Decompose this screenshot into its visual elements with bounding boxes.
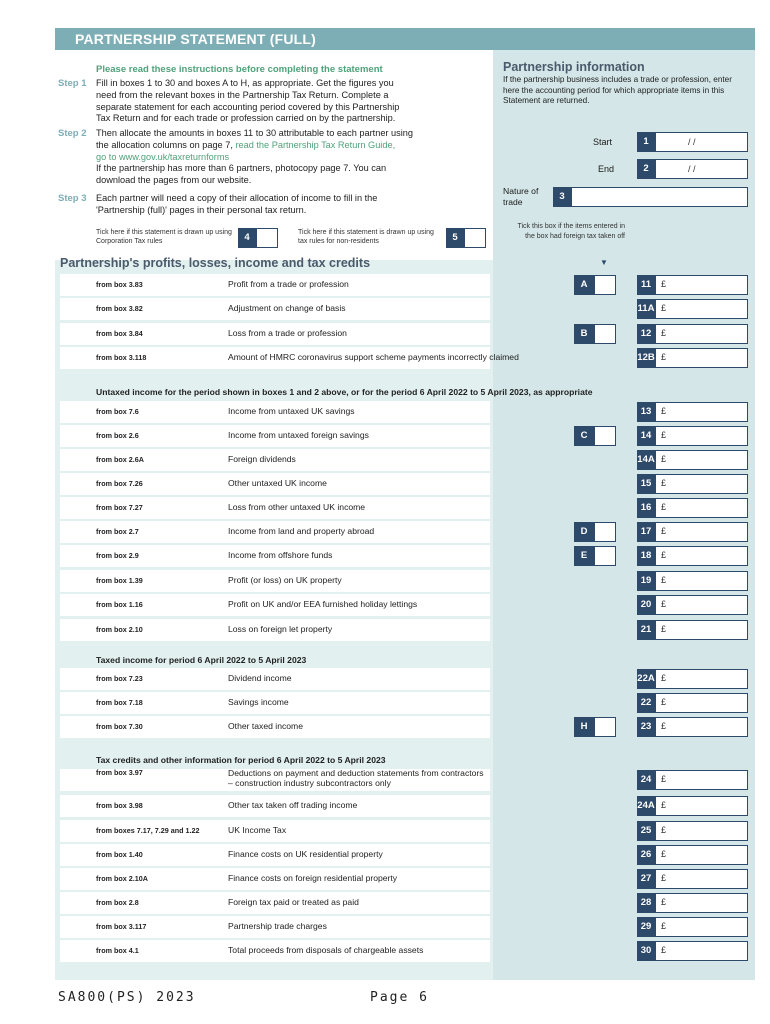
row-description: Income from untaxed foreign savings — [228, 430, 369, 440]
box-5-tickbox[interactable] — [464, 228, 486, 248]
box-4-number: 4 — [238, 228, 256, 248]
untaxed-income-heading: Untaxed income for the period shown in boxes 1 and 2 above, or for the period 6 April 2022 to 5 April 2023, as appropriate — [96, 387, 593, 397]
instructions-heading: Please read these instructions before completing the statement — [96, 64, 383, 75]
row-description: Income from offshore funds — [228, 550, 333, 560]
source-box-ref: from box 7.18 — [96, 698, 143, 707]
box-22a-amount-input[interactable]: £ — [655, 669, 748, 689]
box-14a-amount-input[interactable]: £ — [655, 450, 748, 470]
source-box-ref: from box 1.16 — [96, 600, 143, 609]
source-box-ref: from box 7.26 — [96, 479, 143, 488]
source-box-ref: from box 3.84 — [96, 329, 143, 338]
tax-credits-heading: Tax credits and other information for period 6 April 2022 to 5 April 2023 — [96, 755, 386, 765]
foreign-tax-box-e-tickbox[interactable] — [594, 546, 616, 566]
source-box-ref: from box 2.6 — [96, 431, 139, 440]
box-13-amount-input[interactable]: £ — [655, 402, 748, 422]
box-29-amount-input[interactable]: £ — [655, 917, 748, 937]
foreign-tax-box-e-label: E — [574, 546, 594, 566]
box-24-amount-input[interactable]: £ — [655, 770, 748, 790]
box-21-number: 21 — [637, 620, 655, 640]
box-22a-number: 22A — [637, 669, 655, 689]
guide-link[interactable]: read the Partnership Tax Return Guide, — [235, 139, 396, 150]
nature-of-trade-input[interactable] — [571, 187, 748, 207]
box-22-amount-input[interactable]: £ — [655, 693, 748, 713]
tick-5-label: Tick here if this statement is drawn up using tax rules for non-residents — [298, 229, 434, 245]
foreign-tax-box-b-tickbox[interactable] — [594, 324, 616, 344]
row-description: Dividend income — [228, 673, 292, 683]
source-box-ref: from boxes 7.17, 7.29 and 1.22 — [96, 826, 200, 835]
source-box-ref: from box 2.6A — [96, 455, 144, 464]
box-16-number: 16 — [637, 498, 655, 518]
box-14-amount-input[interactable]: £ — [655, 426, 748, 446]
source-box-ref: from box 2.10A — [96, 874, 148, 883]
box-16-amount-input[interactable]: £ — [655, 498, 748, 518]
box-18-amount-input[interactable]: £ — [655, 546, 748, 566]
tick-4-label: Tick here if this statement is drawn up using Corporation Tax rules — [96, 229, 232, 245]
source-box-ref: from box 1.39 — [96, 576, 143, 585]
box-30-number: 30 — [637, 941, 655, 961]
box-11a-number: 11A — [637, 299, 655, 319]
page-number: Page 6 — [370, 990, 429, 1005]
row-description: Other untaxed UK income — [228, 478, 327, 488]
box-19-amount-input[interactable]: £ — [655, 571, 748, 591]
form-code: SA800(PS) 2023 — [58, 990, 196, 1005]
box-3-number: 3 — [553, 187, 571, 207]
row-description-cont: – construction industry subcontractors only — [228, 778, 391, 788]
row-description: Other tax taken off trading income — [228, 800, 358, 810]
row-description: Loss from a trade or profession — [228, 328, 347, 338]
source-box-ref: from box 7.27 — [96, 503, 143, 512]
taxreturnforms-link[interactable]: go to www.gov.uk/taxreturnforms — [96, 151, 230, 162]
row-description: Partnership trade charges — [228, 921, 327, 931]
box-24-number: 24 — [637, 770, 655, 790]
box-4-tickbox[interactable] — [256, 228, 278, 248]
box-22-number: 22 — [637, 693, 655, 713]
row-description: UK Income Tax — [228, 825, 287, 835]
start-label: Start — [593, 137, 613, 147]
step-2-line: download the pages from our website. — [96, 175, 252, 186]
box-1-number: 1 — [637, 132, 655, 152]
row-description: Savings income — [228, 697, 289, 707]
box-12-amount-input[interactable]: £ — [655, 324, 748, 344]
row-description: Foreign tax paid or treated as paid — [228, 897, 359, 907]
foreign-tax-tick-note: Tick this box if the items entered in the box had foreign tax taken off — [517, 223, 625, 240]
row-description: Amount of HMRC coronavirus support scheme payments incorrectly claimed — [228, 352, 519, 362]
box-15-amount-input[interactable]: £ — [655, 474, 748, 494]
foreign-tax-box-h-label: H — [574, 717, 594, 737]
box-27-amount-input[interactable]: £ — [655, 869, 748, 889]
source-box-ref: from box 2.8 — [96, 898, 139, 907]
source-box-ref: from box 3.97 — [96, 768, 143, 777]
box-28-number: 28 — [637, 893, 655, 913]
step-3-line: 'Partnership (full)' pages in their personal tax return. — [96, 204, 307, 215]
box-24a-number: 24A — [637, 796, 655, 816]
end-date-input[interactable]: / / — [655, 159, 748, 179]
step-2-line: If the partnership has more than 6 partners, photocopy page 7. You can — [96, 163, 387, 174]
row-description: Profit from a trade or profession — [228, 279, 349, 289]
step-2-line — [96, 140, 491, 152]
source-box-ref: from box 2.9 — [96, 551, 139, 560]
step-1-line: Tax Return and for each trade or profession carried on by the partnership. — [96, 113, 396, 124]
box-19-number: 19 — [637, 571, 655, 591]
foreign-tax-box-c-label: C — [574, 426, 594, 446]
box-21-amount-input[interactable]: £ — [655, 620, 748, 640]
row-description: Profit (or loss) on UK property — [228, 575, 342, 585]
info-text: If the partnership business includes a trade or profession, enter here the accounting period for which appropriate items in this Statement are returned. — [503, 75, 732, 105]
box-14a-number: 14A — [637, 450, 655, 470]
info-title: Partnership information — [503, 60, 645, 74]
row-description: Finance costs on UK residential property — [228, 849, 383, 859]
foreign-tax-box-d-tickbox[interactable] — [594, 522, 616, 542]
source-box-ref: from box 3.98 — [96, 801, 143, 810]
box-5-number: 5 — [446, 228, 464, 248]
box-23-amount-input[interactable]: £ — [655, 717, 748, 737]
box-18-number: 18 — [637, 546, 655, 566]
step-2-text — [96, 128, 491, 187]
source-box-ref: from box 7.23 — [96, 674, 143, 683]
box-11-number: 11 — [637, 275, 655, 295]
box-17-amount-input[interactable]: £ — [655, 522, 748, 542]
box-11-amount-input[interactable]: £ — [655, 275, 748, 295]
box-29-number: 29 — [637, 917, 655, 937]
taxed-income-heading: Taxed income for period 6 April 2022 to 5 April 2023 — [96, 655, 307, 665]
row-description: Other taxed income — [228, 721, 303, 731]
row-description: Profit on UK and/or EEA furnished holiday lettings — [228, 599, 418, 609]
section-title: Partnership's profits, losses, income and tax credits — [60, 256, 371, 270]
box-30-amount-input[interactable]: £ — [655, 941, 748, 961]
down-arrow-icon: ▼ — [600, 258, 608, 267]
row-description: Adjustment on change of basis — [228, 303, 346, 313]
step-1-line: need from the relevant boxes in the Partnership Tax Return. Complete a — [96, 89, 389, 100]
row-description: Deductions on payment and deduction statements from contractors — [228, 768, 484, 778]
row-description: Loss on foreign let property — [228, 624, 333, 634]
foreign-tax-box-b-label: B — [574, 324, 594, 344]
source-box-ref: from box 1.40 — [96, 850, 143, 859]
foreign-tax-box-a-label: A — [574, 275, 594, 295]
step-1-line: separate statement for each accounting period covered by this Partnership — [96, 101, 400, 112]
box-12-number: 12 — [637, 324, 655, 344]
step-1-line: Fill in boxes 1 to 30 and boxes A to H, as appropriate. Get the figures you — [96, 78, 394, 88]
step-1-label: Step 1 — [58, 78, 87, 89]
box-24a-amount-input[interactable]: £ — [655, 796, 748, 816]
foreign-tax-box-d-label: D — [574, 522, 594, 542]
source-box-ref: from box 3.83 — [96, 280, 143, 289]
source-box-ref: from box 2.7 — [96, 527, 139, 536]
row-description: Foreign dividends — [228, 454, 296, 464]
box-23-number: 23 — [637, 717, 655, 737]
source-box-ref: from box 3.82 — [96, 304, 143, 313]
foreign-tax-box-c-tickbox[interactable] — [594, 426, 616, 446]
box-25-amount-input[interactable]: £ — [655, 821, 748, 841]
foreign-tax-box-a-tickbox[interactable] — [594, 275, 616, 295]
step-2-label: Step 2 — [58, 128, 87, 139]
box-26-amount-input[interactable]: £ — [655, 845, 748, 865]
source-box-ref: from box 7.30 — [96, 722, 143, 731]
box-17-number: 17 — [637, 522, 655, 542]
source-box-ref: from box 4.1 — [96, 946, 139, 955]
box-15-number: 15 — [637, 474, 655, 494]
step-3-line: Each partner will need a copy of their allocation of income to fill in the — [96, 193, 378, 203]
step-2-line: Then allocate the amounts in boxes 11 to 30 attributable to each partner using — [96, 128, 414, 138]
box-25-number: 25 — [637, 821, 655, 841]
step-3-label: Step 3 — [58, 193, 87, 204]
source-box-ref: from box 7.6 — [96, 407, 139, 416]
box-12b-amount-input[interactable]: £ — [655, 348, 748, 368]
source-box-ref: from box 3.118 — [96, 353, 147, 362]
step-2-text-part: the allocation columns on page 7, — [96, 139, 236, 150]
row-description: Loss from other untaxed UK income — [228, 502, 366, 512]
nature-of-trade-label: Nature of trade — [503, 186, 539, 207]
foreign-tax-box-h-tickbox[interactable] — [594, 717, 616, 737]
start-date-input[interactable]: / / — [655, 132, 748, 152]
step-1-text — [96, 78, 491, 125]
form-title: PARTNERSHIP STATEMENT (FULL) — [55, 28, 755, 50]
source-box-ref: from box 3.117 — [96, 922, 147, 931]
row-description: Finance costs on foreign residential property — [228, 873, 398, 883]
source-box-ref: from box 2.10 — [96, 625, 143, 634]
box-12b-number: 12B — [637, 348, 655, 368]
box-14-number: 14 — [637, 426, 655, 446]
box-20-number: 20 — [637, 595, 655, 615]
box-20-amount-input[interactable]: £ — [655, 595, 748, 615]
end-label: End — [598, 164, 615, 174]
row-description: Income from land and property abroad — [228, 526, 375, 536]
box-2-number: 2 — [637, 159, 655, 179]
box-26-number: 26 — [637, 845, 655, 865]
box-27-number: 27 — [637, 869, 655, 889]
step-3-text — [96, 193, 491, 217]
row-description: Total proceeds from disposals of chargeable assets — [228, 945, 424, 955]
box-28-amount-input[interactable]: £ — [655, 893, 748, 913]
box-11a-amount-input[interactable]: £ — [655, 299, 748, 319]
row-description: Income from untaxed UK savings — [228, 406, 355, 416]
box-13-number: 13 — [637, 402, 655, 422]
